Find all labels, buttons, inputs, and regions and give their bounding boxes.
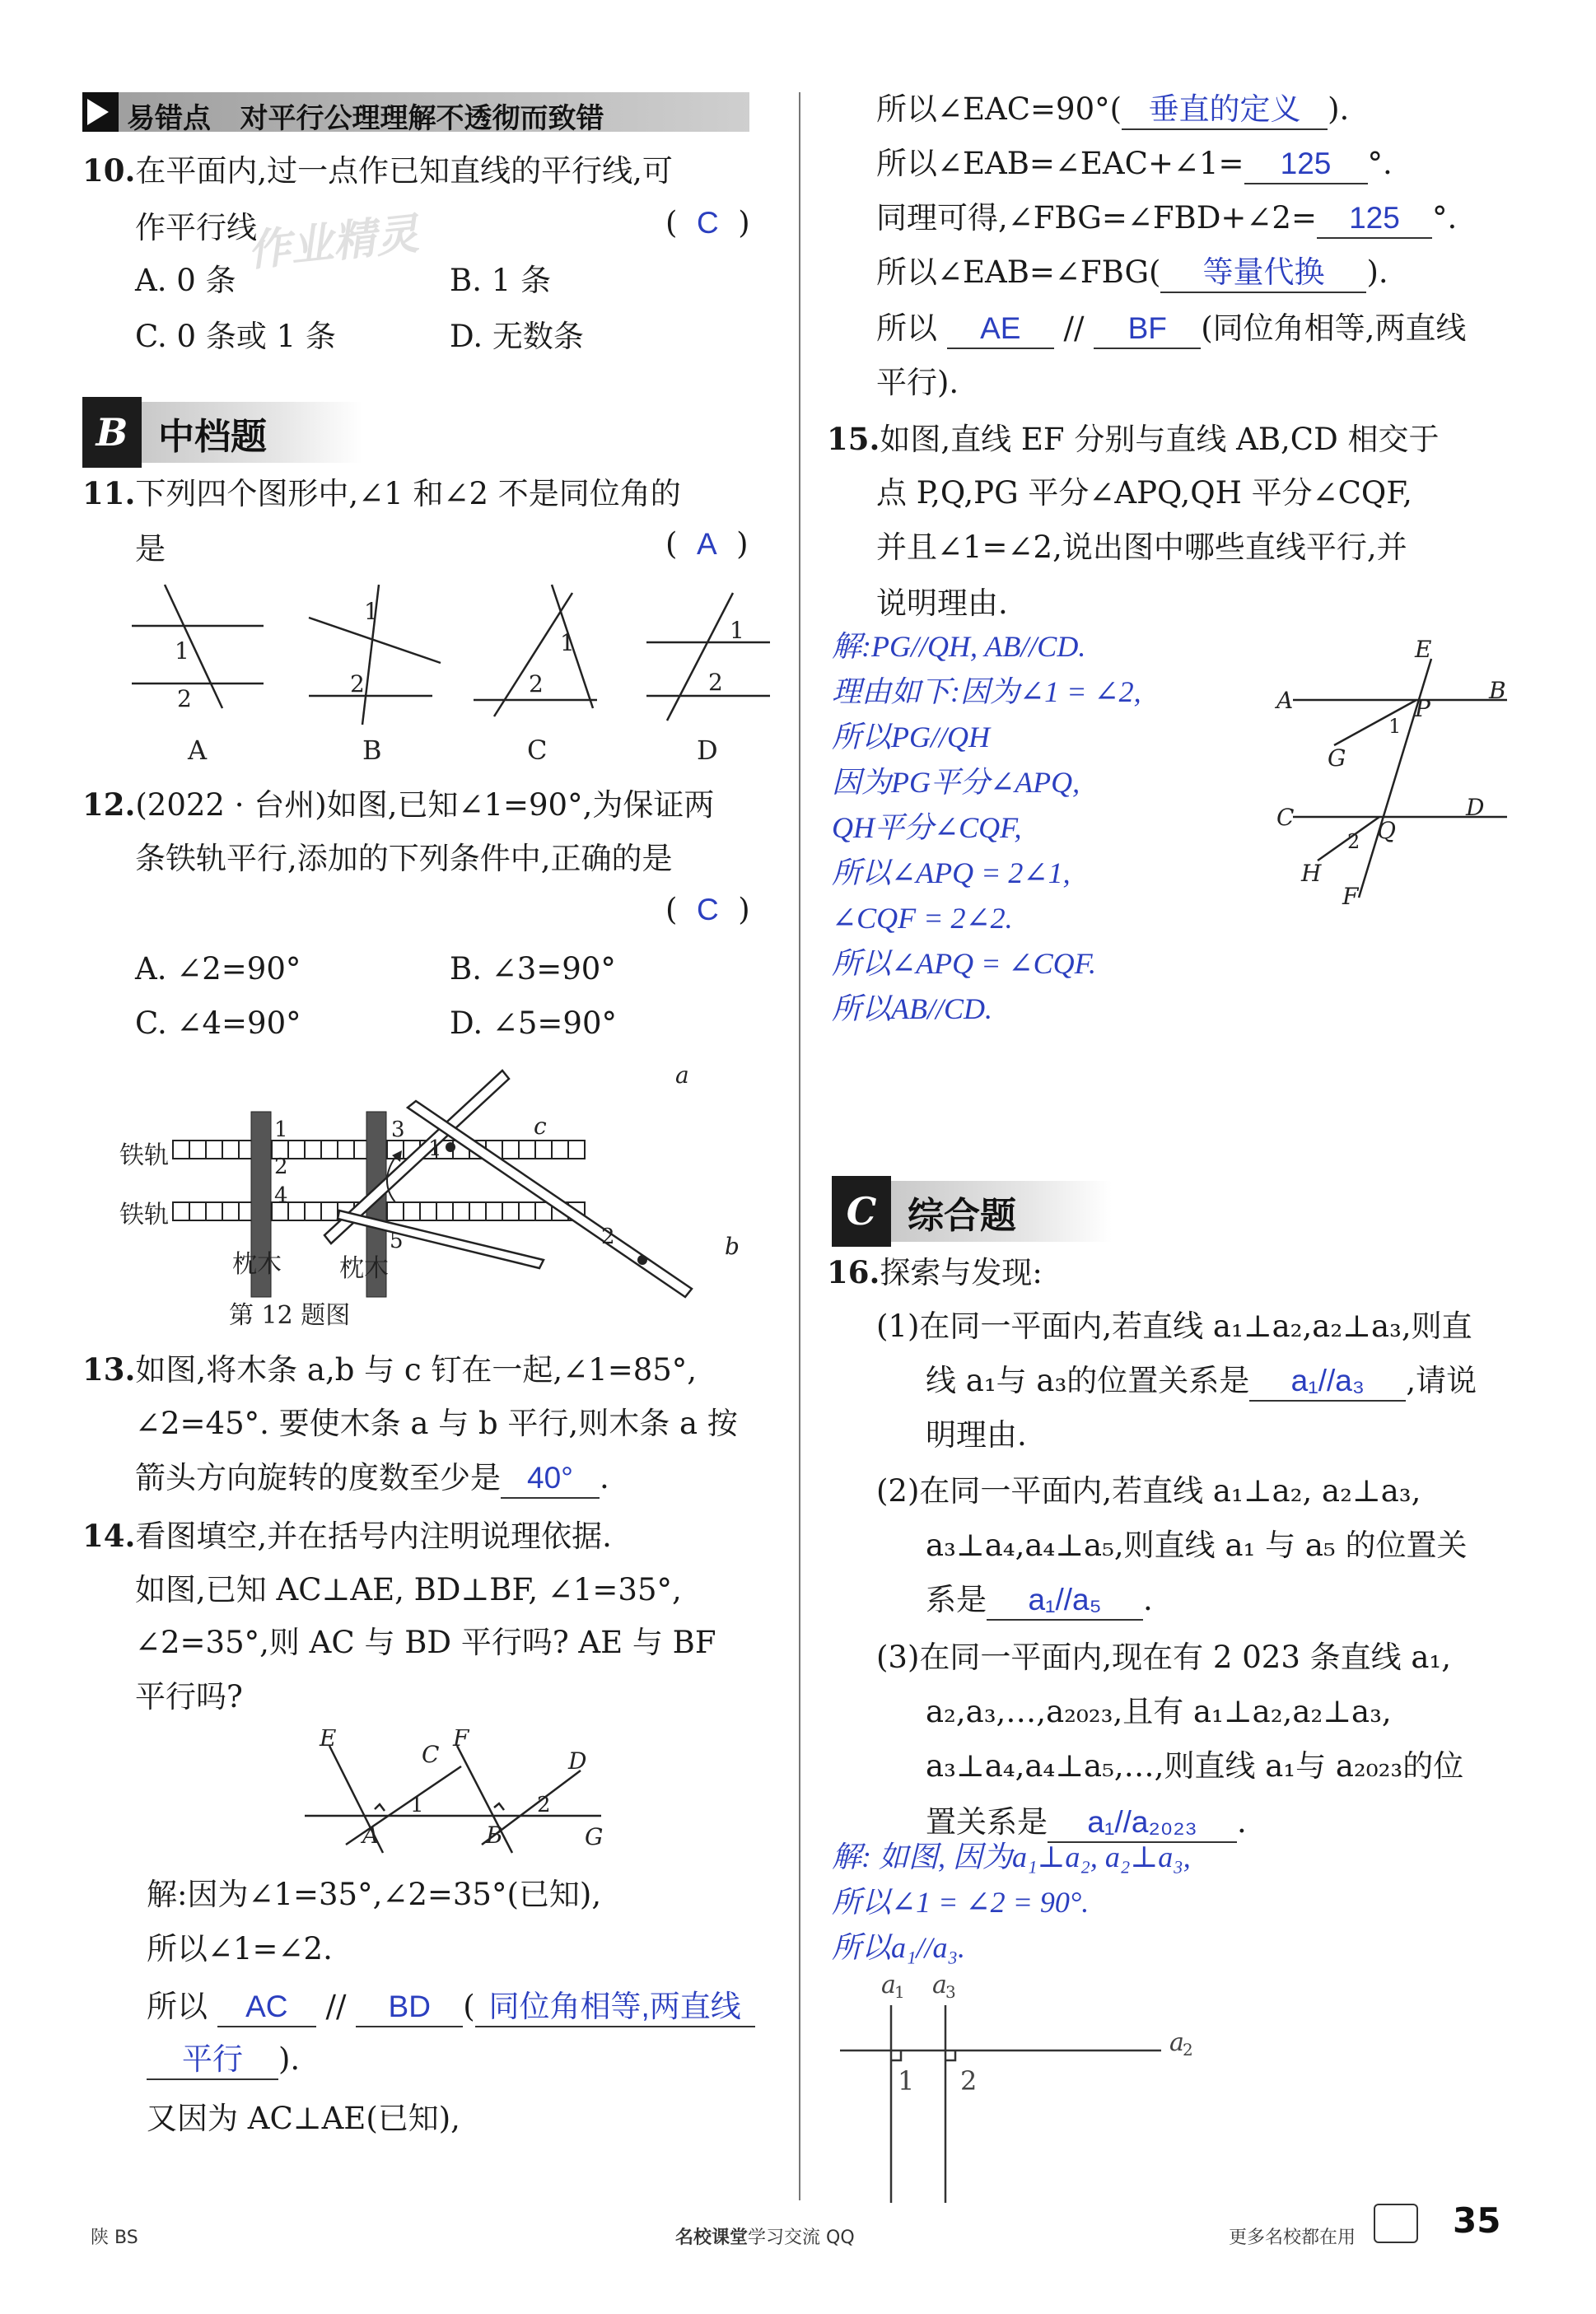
footer-left: 陕 BS — [91, 2228, 138, 2248]
q13-answer: 40° — [501, 1459, 600, 1499]
q14-sol2: 所以∠1=∠2. — [147, 1931, 333, 1966]
q13-line1: 13.如图,将木条 a,b 与 c 钉在一起,∠1=85°, — [82, 1351, 698, 1388]
q14-r5: 所以 AE // BF (同位角相等,两直线 — [876, 301, 1466, 356]
q14-r3: 同理可得,∠FBG=∠FBD+∠2= 125 °. — [876, 191, 1457, 245]
svg-text:a: a — [1169, 2028, 1184, 2057]
q14-line4: 平行吗? — [135, 1679, 243, 1715]
svg-text:2: 2 — [601, 1225, 615, 1249]
svg-text:1: 1 — [364, 598, 379, 625]
svg-text:C: C — [1276, 804, 1295, 831]
q14-sol1: 解:因为∠1=35°,∠2=35°(已知), — [147, 1877, 602, 1912]
q15-line4: 说明理由. — [876, 585, 1008, 621]
q12-q13-figures — [115, 1058, 782, 1338]
svg-text:a: a — [881, 1971, 896, 1999]
section-c-title: 综合题 — [908, 1195, 1016, 1237]
q11-figures — [115, 576, 774, 774]
q15-handwritten-solution: 解:PG//QH, AB//CD. 理由如下:因为∠1 = ∠2, 所以PG//QH 因为PG平分∠APQ, QH平分∠CQF, 所以∠APQ = 2∠1, ∠CQF = 2∠2. 所以∠APQ = ∠CQF. 所以AB//CD. — [832, 630, 1141, 1025]
svg-text:1: 1 — [560, 629, 575, 656]
banner-tag: 易错点 — [127, 102, 211, 135]
q14-sol3: 所以 AC // BD ( 同位角相等,两直线 — [147, 1980, 755, 2034]
svg-text:b: b — [725, 1233, 740, 1260]
section-b-header — [82, 402, 362, 463]
svg-text:3: 3 — [945, 1982, 956, 2002]
q12-opt-b: B. ∠3=90° — [450, 951, 616, 987]
footer-mid: 名校课堂学习交流 QQ — [675, 2228, 855, 2248]
q14-r1: 所以∠EAC=90°( 垂直的定义 ). — [876, 82, 1349, 137]
mascot-icon — [1374, 2204, 1418, 2243]
play-arrow-icon — [87, 99, 109, 125]
svg-text:D: D — [1466, 794, 1485, 821]
q14-line2: 如图,已知 AC⊥AE, BD⊥BF, ∠1=35°, — [135, 1572, 682, 1607]
q16-p3c: a₃⊥a₄,a₄⊥a₅,…,则直线 a₁与 a₂₀₂₃的位 — [926, 1748, 1464, 1784]
svg-text:2: 2 — [350, 670, 365, 697]
q12-line1: 12.(2022 · 台州)如图,已知∠1=90°,为保证两 — [82, 786, 715, 823]
svg-text:Q: Q — [1377, 817, 1396, 844]
svg-text:5: 5 — [390, 1229, 404, 1253]
svg-text:a: a — [932, 1971, 947, 1999]
svg-text:2: 2 — [1347, 830, 1360, 853]
q11-label-b: B — [362, 735, 382, 766]
q14-line3: ∠2=35°,则 AC 与 BD 平行吗? AE 与 BF — [135, 1625, 716, 1660]
q12-rail-label-2: 铁轨 — [119, 1201, 169, 1229]
svg-text:2: 2 — [1183, 2040, 1193, 2060]
q12-opt-c: C. ∠4=90° — [135, 1005, 301, 1041]
q12-sleeper-label-2: 枕木 — [339, 1254, 389, 1283]
svg-text:1: 1 — [1388, 715, 1402, 738]
svg-text:1: 1 — [428, 1136, 442, 1161]
svg-text:B: B — [486, 1822, 503, 1849]
q13-line2: ∠2=45°. 要使木条 a 与 b 平行,则木条 a 按 — [135, 1406, 738, 1441]
svg-text:F: F — [1342, 883, 1359, 910]
svg-text:1: 1 — [898, 2065, 915, 2097]
q13-line3: 箭头方向旋转的度数至少是 40° . — [135, 1451, 609, 1505]
svg-text:1: 1 — [175, 637, 189, 665]
q11-figure-labels — [187, 735, 718, 766]
q10-opt-a: A. 0 条 — [135, 263, 236, 298]
q11-label-a: A — [188, 735, 208, 766]
svg-text:B: B — [1489, 677, 1506, 704]
column-divider — [799, 92, 800, 2200]
svg-text:P: P — [1415, 695, 1430, 722]
q14-sol3-cont: 平行 ). — [147, 2032, 300, 2087]
footer-logo: 名校课堂 — [675, 2228, 749, 2248]
q15-line1: 15.如图,直线 EF 分别与直线 AB,CD 相交于 — [827, 421, 1440, 457]
svg-text:2: 2 — [177, 685, 192, 712]
svg-text:A: A — [362, 1822, 380, 1849]
error-prone-banner — [82, 92, 749, 135]
svg-text:1: 1 — [274, 1117, 288, 1142]
svg-text:a: a — [675, 1061, 689, 1089]
svg-text:D: D — [568, 1747, 587, 1775]
svg-text:1: 1 — [730, 617, 744, 644]
q11-answer: ( A ) — [665, 526, 749, 562]
section-b-badge: B — [82, 397, 142, 468]
svg-text:2: 2 — [529, 670, 544, 697]
svg-text:E: E — [320, 1729, 337, 1752]
q16-p2c: 系是 a₁//a₅ . — [926, 1573, 1153, 1627]
q14-sol4: 又因为 AC⊥AE(已知), — [147, 2101, 460, 2136]
svg-text:1: 1 — [894, 1982, 905, 2002]
q12-opt-d: D. ∠5=90° — [450, 1005, 617, 1041]
section-c-header — [832, 1181, 1112, 1242]
q12-answer: ( C ) — [665, 892, 750, 927]
svg-text:2: 2 — [960, 2065, 978, 2097]
svg-text:G: G — [1328, 744, 1346, 772]
q16-p2b: a₃⊥a₄,a₄⊥a₅,则直线 a₁ 与 a₅ 的位置关 — [926, 1528, 1468, 1563]
svg-text:2: 2 — [537, 1793, 551, 1817]
q16-p1b: 线 a₁与 a₃的位置关系是 a₁//a₃ ,请说 — [926, 1354, 1477, 1408]
q16-p2a: (2)在同一平面内,若直线 a₁⊥a₂, a₂⊥a₃, — [876, 1473, 1421, 1509]
q15-line3: 并且∠1=∠2,说出图中哪些直线平行,并 — [876, 530, 1407, 565]
svg-text:c: c — [534, 1113, 547, 1140]
q16-figure — [832, 1968, 1211, 2207]
svg-text:1: 1 — [410, 1793, 424, 1817]
section-b-title: 中档题 — [158, 416, 267, 458]
q15-line2: 点 P,Q,PG 平分∠APQ,QH 平分∠CQF, — [876, 475, 1412, 511]
svg-text:F: F — [453, 1729, 469, 1752]
q16-p3d: 置关系是 a₁//a₂₀₂₃ . — [926, 1795, 1247, 1850]
q14-figure — [296, 1729, 626, 1861]
q10-opt-d: D. 无数条 — [450, 319, 584, 354]
svg-text:A: A — [1276, 687, 1294, 714]
q12-caption: 第 12 题图 — [229, 1301, 351, 1330]
q11-line1: 11.下列四个图形中,∠1 和∠2 不是同位角的 — [82, 475, 681, 511]
q11-label-d: D — [697, 735, 718, 766]
svg-text:E: E — [1415, 636, 1432, 663]
q11-label-c: C — [527, 735, 548, 766]
q15-figure — [1268, 634, 1532, 914]
q16-p3a: (3)在同一平面内,现在有 2 023 条直线 a₁, — [876, 1640, 1452, 1675]
q12-line2: 条铁轨平行,添加的下列条件中,正确的是 — [135, 841, 673, 876]
q12-rail-label-1: 铁轨 — [119, 1141, 169, 1170]
q10-line1: 10.在平面内,过一点作已知直线的平行线,可 — [82, 152, 673, 189]
q16-handwritten-solution: 解: 如图, 因为a₁⊥a₂, a₂⊥a₃, 所以∠1 = ∠2 = 90°. 所以a₁//a₃. — [832, 1840, 1191, 1964]
footer-right: 更多名校都在用 — [1229, 2228, 1356, 2248]
svg-text:3: 3 — [391, 1117, 405, 1142]
q14-line1: 14.看图填空,并在括号内注明说理依据. — [82, 1518, 612, 1554]
q16-title: 16.探索与发现: — [827, 1254, 1043, 1290]
q12-opt-a: A. ∠2=90° — [135, 951, 301, 987]
q10-answer: ( C ) — [665, 205, 750, 240]
svg-text:2: 2 — [274, 1155, 288, 1179]
q10-opt-b: B. 1 条 — [450, 263, 552, 298]
q14-r2: 所以∠EAB=∠EAC+∠1= 125 °. — [876, 137, 1393, 191]
page-number: 35 — [1453, 2200, 1501, 2241]
q14-r6: 平行). — [876, 365, 959, 400]
q10-line2: 作平行线 — [135, 210, 257, 245]
watermark: 作业精灵 — [245, 209, 422, 277]
q16-p1d: 明理由. — [926, 1417, 1027, 1453]
q11-line2: 是 — [135, 531, 166, 567]
q14-r4: 所以∠EAB=∠FBG( 等量代换 ). — [876, 245, 1388, 300]
svg-text:4: 4 — [274, 1183, 288, 1208]
q12-sleeper-label-1: 枕木 — [232, 1250, 282, 1279]
q16-p1a: (1)在同一平面内,若直线 a₁⊥a₂,a₂⊥a₃,则直 — [876, 1309, 1472, 1344]
q10-opt-c: C. 0 条或 1 条 — [135, 319, 336, 354]
section-c-badge: C — [832, 1176, 891, 1247]
svg-text:C: C — [422, 1741, 440, 1768]
q16-p3b: a₂,a₃,…,a₂₀₂₃,且有 a₁⊥a₂,a₂⊥a₃, — [926, 1694, 1392, 1729]
banner-text: 对平行公理理解不透彻而致错 — [240, 102, 604, 135]
svg-text:2: 2 — [708, 669, 723, 696]
svg-text:G: G — [585, 1823, 604, 1850]
svg-text:H: H — [1301, 860, 1322, 887]
